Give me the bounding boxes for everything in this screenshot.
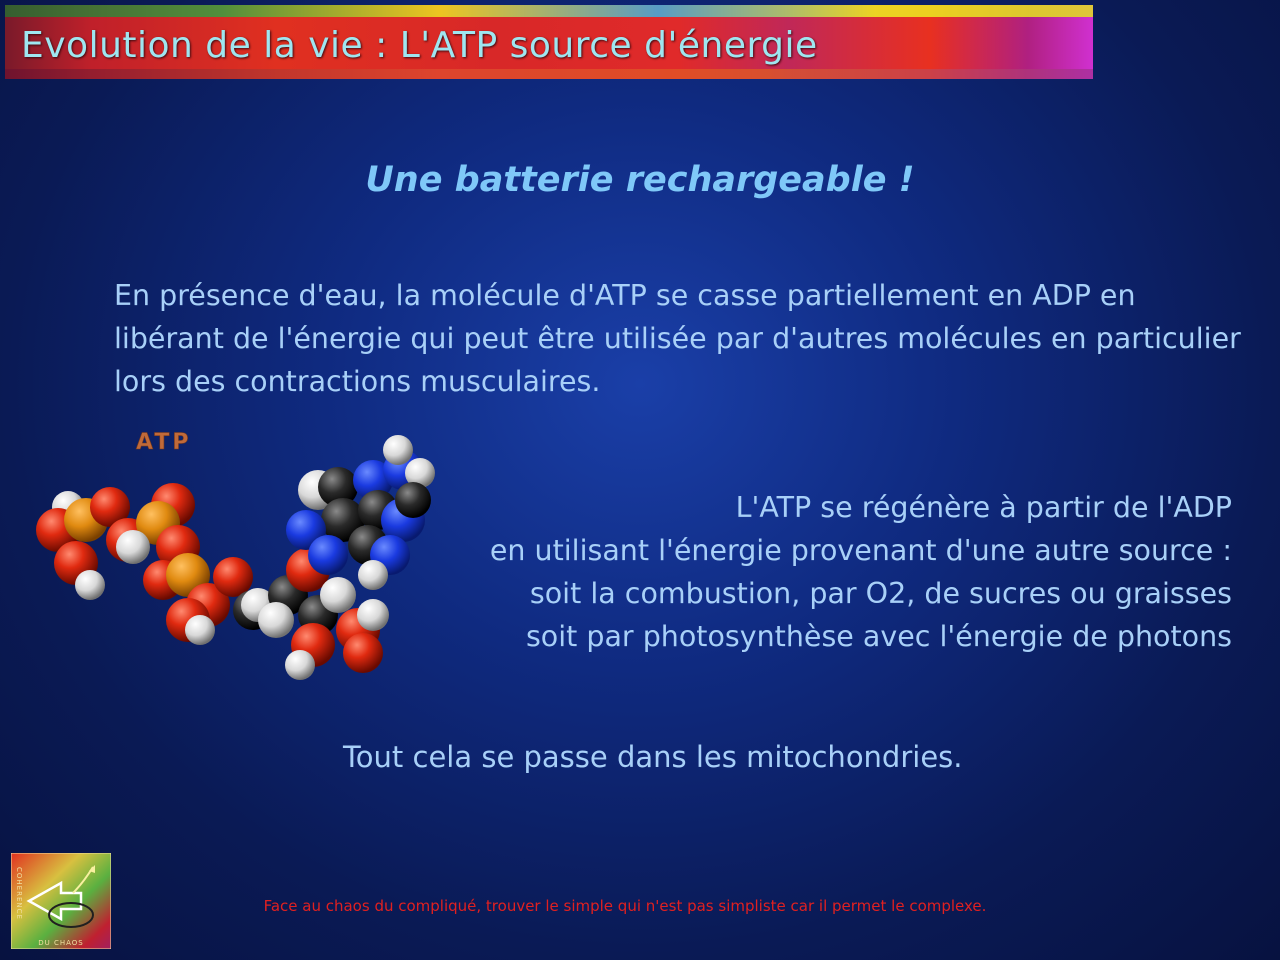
regeneration-line-4: soit par photosynthèse avec l'énergie de photons — [525, 620, 1232, 653]
logo-bottom-text: DU CHAOS — [38, 939, 84, 947]
slide-subtitle: Une batterie rechargeable ! — [365, 160, 915, 200]
paragraph-mitochondria: Tout cela se passe dans les mitochondries. — [343, 740, 963, 774]
regeneration-line-1: L'ATP se régénère à partir de l'ADP — [735, 491, 1232, 524]
slide-title: Evolution de la vie : L'ATP source d'énergie — [21, 25, 818, 66]
atp-label: ATP — [136, 430, 192, 455]
paragraph-atp-regeneration — [392, 486, 1232, 658]
atp-molecule-image — [28, 425, 438, 690]
regeneration-line-3: soit la combustion, par O2, de sucres ou graisses — [529, 577, 1232, 610]
regeneration-line-2: en utilisant l'énergie provenant d'une autre source : — [489, 534, 1232, 567]
paragraph-atp-hydrolysis: En présence d'eau, la molécule d'ATP se casse partiellement en ADP en libérant de l'énergie qui peut être utilisée par d'autres molécules en particulier lors des contractions musculaires. — [114, 279, 1241, 398]
title-banner — [5, 5, 1093, 79]
footer-tagline: Face au chaos du compliqué, trouver le simple qui n'est pas simpliste car il permet le complexe. — [263, 897, 987, 915]
logo-vertical-text: COHERENCE — [15, 867, 23, 920]
